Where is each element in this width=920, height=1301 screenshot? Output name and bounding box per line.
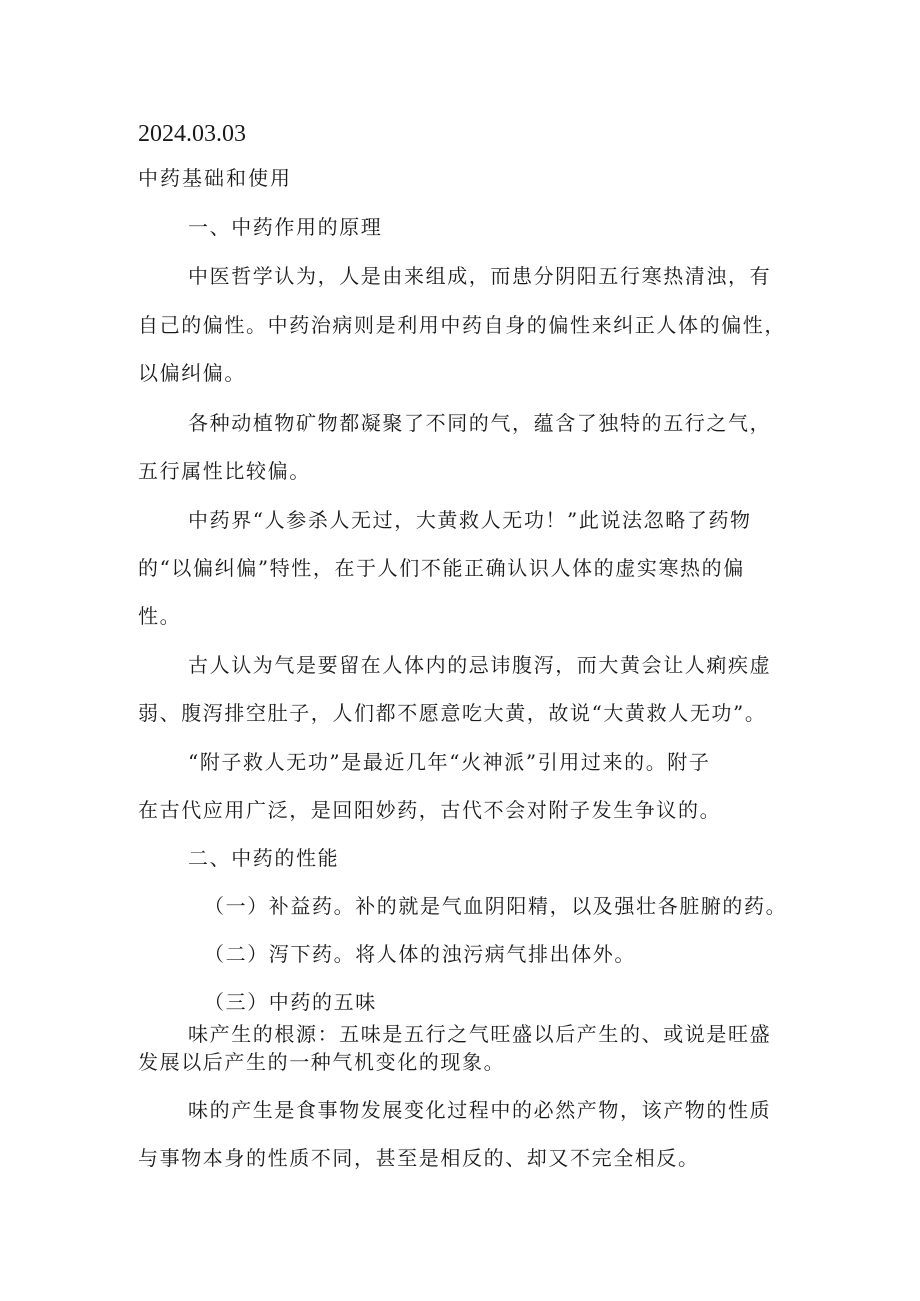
paragraph-7-line-1: 味的产生是食事物发展变化过程中的必然产物，该产物的性质 xyxy=(188,1098,772,1122)
section-heading-1: 一、中药作用的原理 xyxy=(188,215,383,239)
paragraph-3-line-2: 的“以偏纠偏”特性，在于人们不能正确认识人体的虚实寒热的偏 xyxy=(138,556,745,580)
paragraph-1-line-1: 中医哲学认为，人是由来组成，而患分阴阳五行寒热清浊，有 xyxy=(188,264,772,288)
paragraph-2-line-1: 各种动植物矿物都凝聚了不同的气，蕴含了独特的五行之气， xyxy=(188,411,772,435)
document-title: 中药基础和使用 xyxy=(138,166,292,190)
paragraph-2-line-2: 五行属性比较偏。 xyxy=(138,459,311,483)
document-date: 2024.03.03 xyxy=(138,121,246,147)
paragraph-4-line-2: 弱、腹泻排空肚子，人们都不愿意吃大黄，故说“大黄救人无功”。 xyxy=(138,701,767,725)
paragraph-1-line-3: 以偏纠偏。 xyxy=(138,361,246,385)
list-item-1: （一）补益药。补的就是气血阴阳精，以及强壮各脏腑的药。 xyxy=(204,894,788,918)
paragraph-6-line-1: 味产生的根源：五味是五行之气旺盛以后产生的、或说是旺盛 xyxy=(188,1022,772,1046)
paragraph-5-line-2: 在古代应用广泛，是回阳妙药，古代不会对附子发生争议的。 xyxy=(138,798,722,822)
paragraph-4-line-1: 古人认为气是要留在人体内的忌讳腹泻，而大黄会让人痢疾虚 xyxy=(188,653,772,677)
list-item-2: （二）泻下药。将人体的浊污病气排出体外。 xyxy=(204,942,636,966)
paragraph-3-line-1: 中药界“人参杀人无过，大黄救人无功！”此说法忽略了药物 xyxy=(188,508,752,532)
paragraph-6-line-2: 发展以后产生的一种气机变化的现象。 xyxy=(138,1050,506,1074)
paragraph-3-line-3: 性。 xyxy=(138,604,182,628)
list-item-3: （三）中药的五味 xyxy=(204,990,377,1014)
paragraph-5-line-1: “附子救人无功”是最近几年“火神派”引用过来的。附子 xyxy=(188,750,711,774)
section-heading-2: 二、中药的性能 xyxy=(188,846,340,870)
paragraph-1-line-2: 自己的偏性。中药治病则是利用中药自身的偏性来纠正人体的偏性， xyxy=(138,313,786,337)
paragraph-7-line-2: 与事物本身的性质不同，甚至是相反的、却又不完全相反。 xyxy=(138,1146,700,1170)
